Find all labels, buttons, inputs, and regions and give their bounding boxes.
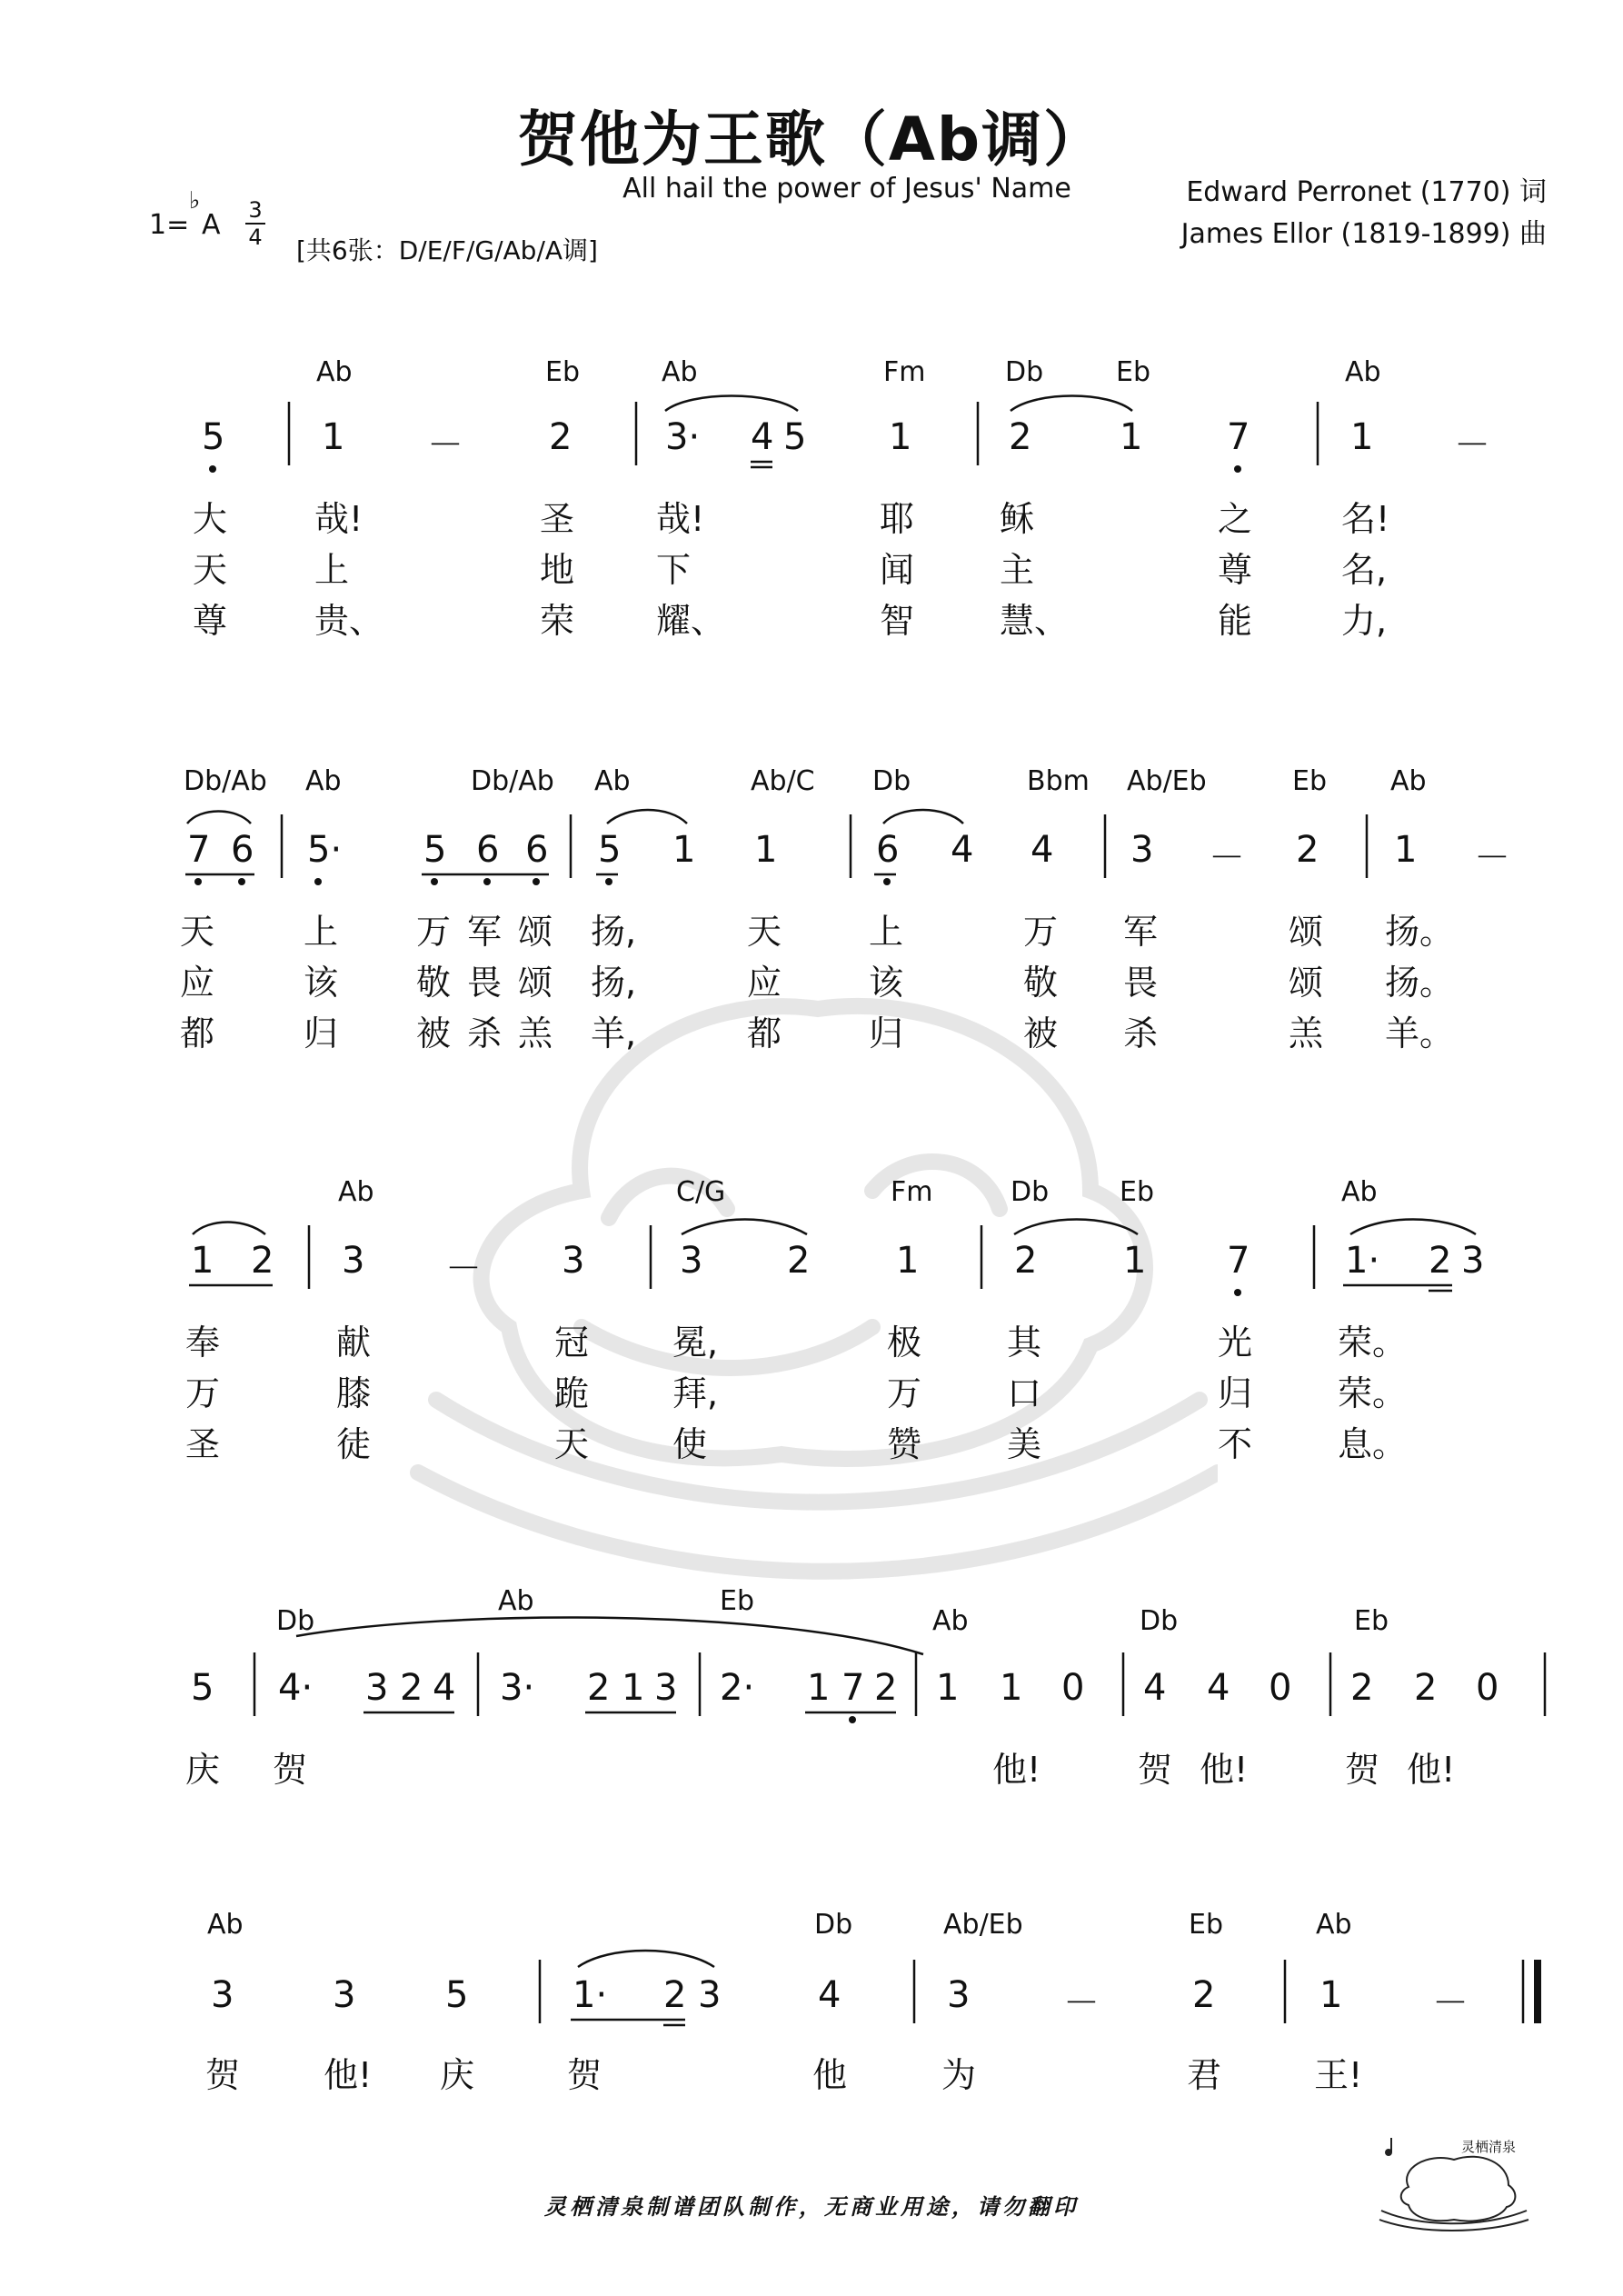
lyric: 天: [554, 1424, 590, 1464]
lyric: 荣: [540, 601, 575, 641]
chord: Fm: [883, 356, 926, 388]
lyric: 归: [1218, 1373, 1253, 1413]
slur: [187, 812, 251, 824]
lyricist-credit: Edward Perronet (1770) 词: [1186, 176, 1547, 208]
lyric: 闻: [880, 550, 915, 590]
lyric: 贺: [205, 2055, 241, 2095]
note: 3: [654, 1667, 678, 1709]
lyric: 慧、: [1000, 601, 1070, 641]
lyric: 智: [880, 601, 915, 641]
lyric: 冕,: [672, 1323, 719, 1363]
lyric: 贵、: [314, 601, 384, 641]
lyric: 其: [1007, 1323, 1042, 1363]
octave-dot: [1234, 465, 1241, 473]
note: 6: [525, 829, 549, 871]
lyric: 跪: [554, 1373, 590, 1413]
note: 6: [476, 829, 500, 871]
note: 3: [333, 1974, 356, 2016]
lyric: 耀、: [656, 601, 726, 641]
lyric: 贺: [1138, 1750, 1173, 1790]
lyric: 使: [672, 1424, 708, 1464]
chord: Ab/C: [751, 765, 815, 797]
chord: Eb: [1292, 765, 1327, 797]
note: 3: [562, 1240, 585, 1282]
lyric: 荣。: [1338, 1323, 1408, 1363]
lyric: 畏: [467, 963, 503, 1003]
note: 5: [783, 416, 807, 458]
key-prefix: 1=: [149, 209, 190, 241]
note: 2: [549, 416, 573, 458]
note: 7: [1227, 1240, 1250, 1282]
slur: [682, 1220, 807, 1235]
lyric: 他!: [324, 2055, 373, 2095]
chord: Db: [276, 1605, 315, 1637]
lyric: 都: [747, 1013, 782, 1053]
composer-credit: James Ellor (1819-1899) 曲: [1180, 218, 1547, 250]
lyric: 归: [304, 1013, 339, 1053]
lyric: 庆: [440, 2055, 475, 2095]
note: 5·: [307, 829, 343, 871]
note: 7: [1227, 416, 1250, 458]
lyric: 耶: [880, 499, 915, 539]
octave-dot: [194, 878, 202, 885]
chord: Db: [1140, 1605, 1179, 1637]
octave-dot: [238, 878, 245, 885]
lyric: 庆: [185, 1750, 221, 1790]
lyric: 名!: [1341, 499, 1390, 539]
lyric: 大: [193, 499, 228, 539]
note: 5: [202, 416, 225, 458]
lyric: 赞: [887, 1424, 922, 1464]
lyric: 敬: [1023, 963, 1059, 1003]
slur: [1014, 1220, 1138, 1235]
lyric: 息。: [1338, 1424, 1408, 1464]
note: 1: [1319, 1974, 1343, 2016]
slur: [607, 810, 687, 824]
note: 1: [1000, 1667, 1023, 1709]
lyric: 杀: [1123, 1013, 1159, 1053]
lyric: 天: [747, 912, 782, 952]
note: 1: [1123, 1240, 1147, 1282]
lyric: 他!: [1200, 1750, 1249, 1790]
note: 1: [322, 416, 345, 458]
lyric: 天: [180, 912, 215, 952]
note: 1: [672, 829, 696, 871]
note: 5: [445, 1974, 469, 2016]
slur: [193, 1223, 265, 1235]
lyric: 不: [1218, 1424, 1253, 1464]
octave-dot: [314, 878, 322, 885]
dash: －: [1432, 1982, 1469, 2024]
note: 7: [187, 829, 211, 871]
chord: Eb: [1189, 1909, 1223, 1941]
key-versions-note: [共6张：D/E/F/G/Ab/A调]: [296, 235, 598, 265]
note: 4: [818, 1974, 841, 2016]
octave-dot: [431, 878, 438, 885]
lyric: 之: [1218, 499, 1253, 539]
lyric: 被: [416, 1013, 452, 1053]
lyric: 军: [467, 912, 503, 952]
note: 3·: [665, 416, 701, 458]
note: 2: [874, 1667, 898, 1709]
lyric: 为: [941, 2055, 977, 2095]
lyric: 上: [869, 912, 904, 952]
lyric: 哉!: [656, 499, 705, 539]
lyric: 稣: [1000, 499, 1035, 539]
lyric: 主: [1000, 550, 1035, 590]
chord: Bbm: [1027, 765, 1090, 797]
lyric: 献: [336, 1323, 372, 1363]
lyric: 杀: [467, 1013, 503, 1053]
lyric: 地: [540, 550, 575, 590]
lyric: 敬: [416, 963, 452, 1003]
chord: Eb: [720, 1585, 754, 1617]
note: 1·: [573, 1974, 608, 2016]
english-subtitle: All hail the power of Jesus' Name: [622, 173, 1071, 205]
chord: Db/Ab: [471, 765, 554, 797]
lyric: 颂: [518, 912, 553, 952]
lyric: 万: [1023, 912, 1059, 952]
key-flat-sign: ♭: [189, 187, 201, 215]
lyric: 光: [1218, 1323, 1253, 1363]
chord: C/G: [676, 1176, 726, 1208]
chord: Ab: [338, 1176, 374, 1208]
lyric: 哉!: [314, 499, 363, 539]
lyric: 徒: [336, 1424, 372, 1464]
lyric: 奉: [185, 1323, 221, 1363]
lyric: 羊。: [1385, 1013, 1455, 1053]
dash: －: [427, 424, 463, 466]
octave-dot: [883, 878, 891, 885]
note: 1·: [1345, 1240, 1380, 1282]
chord: Ab: [316, 356, 353, 388]
song-title: 贺他为王歌（Ab调）: [517, 105, 1106, 175]
chord: Eb: [545, 356, 580, 388]
lyric: 上: [314, 550, 350, 590]
note: 7: [841, 1667, 865, 1709]
note: 4: [1031, 829, 1054, 871]
note: 3: [1461, 1240, 1485, 1282]
lyric: 万: [185, 1373, 221, 1413]
slur: [883, 810, 963, 824]
lyric: 冠: [554, 1323, 590, 1363]
lyric: 都: [180, 1013, 215, 1053]
octave-dot: [209, 465, 216, 473]
note: 3: [947, 1974, 971, 2016]
chord: Ab: [498, 1585, 534, 1617]
lyric: 羔: [1289, 1013, 1324, 1053]
note: 1: [191, 1240, 214, 1282]
note: 5: [598, 829, 622, 871]
note: 1: [622, 1667, 645, 1709]
lyric: 扬。: [1385, 912, 1455, 952]
lyric: 口: [1007, 1373, 1042, 1413]
lyric: 天: [193, 550, 228, 590]
chord: Db/Ab: [184, 765, 267, 797]
chord: Ab/Eb: [943, 1909, 1023, 1941]
rest: 0: [1061, 1667, 1085, 1709]
lyric: 颂: [1289, 912, 1324, 952]
chord: Db: [814, 1909, 853, 1941]
note: 1: [936, 1667, 960, 1709]
lyric: 颂: [518, 963, 553, 1003]
lyric: 下: [656, 550, 692, 590]
note: 3: [342, 1240, 365, 1282]
lyric: 圣: [185, 1424, 221, 1464]
lyric: 他!: [992, 1750, 1041, 1790]
lyric: 军: [1123, 912, 1159, 952]
lyric: 尊: [193, 601, 228, 641]
note: 4: [951, 829, 974, 871]
chord: Ab: [594, 765, 631, 797]
note: 2: [587, 1667, 611, 1709]
lyric: 名,: [1341, 550, 1388, 590]
note: 4·: [278, 1667, 314, 1709]
dash: －: [1063, 1982, 1100, 2024]
lyric: 该: [304, 963, 339, 1003]
lyric: 极: [887, 1323, 922, 1363]
chord: Ab/Eb: [1127, 765, 1207, 797]
dash: －: [1454, 424, 1490, 466]
lyric: 他!: [1407, 1750, 1456, 1790]
note: 2: [1014, 1240, 1038, 1282]
chord: Ab: [932, 1605, 969, 1637]
note: 3: [211, 1974, 234, 2016]
slur: [1011, 396, 1132, 412]
lyric: 王!: [1314, 2055, 1363, 2095]
lyric: 荣。: [1338, 1373, 1408, 1413]
chord: Eb: [1120, 1176, 1154, 1208]
chord: Ab: [305, 765, 342, 797]
lyric: 畏: [1123, 963, 1159, 1003]
slur: [665, 396, 798, 412]
lyric: 上: [304, 912, 339, 952]
dash: －: [445, 1248, 482, 1290]
footer-note: 灵栖清泉制谱团队制作，无商业用途，请勿翻印: [544, 2194, 1079, 2220]
dash: －: [1209, 837, 1245, 879]
lyric: 君: [1187, 2055, 1222, 2095]
note: 4: [1207, 1667, 1230, 1709]
note: 2: [663, 1974, 687, 2016]
lyric: 羊,: [591, 1013, 637, 1053]
chord: Db: [872, 765, 911, 797]
note: 4: [1143, 1667, 1167, 1709]
time-signature-bottom: 4: [248, 225, 263, 250]
lyric: 能: [1218, 601, 1253, 641]
lyric: 万: [887, 1373, 922, 1413]
octave-dot: [1234, 1289, 1241, 1296]
lyric: 颂: [1289, 963, 1324, 1003]
slur: [1350, 1220, 1476, 1235]
note: 1: [896, 1240, 920, 1282]
chord: Eb: [1354, 1605, 1389, 1637]
lyric: 尊: [1218, 550, 1253, 590]
note: 3: [680, 1240, 703, 1282]
note: 2·: [720, 1667, 755, 1709]
lyric: 贺: [567, 2055, 602, 2095]
octave-dot: [849, 1716, 856, 1723]
chord: Ab: [662, 356, 698, 388]
dash: －: [1474, 837, 1510, 879]
note: 2: [787, 1240, 811, 1282]
note: 3: [1130, 829, 1154, 871]
note: 1: [754, 829, 778, 871]
lyric: 归: [869, 1013, 904, 1053]
rest: 0: [1476, 1667, 1499, 1709]
chord: Ab: [1390, 765, 1427, 797]
chord: Ab: [1341, 1176, 1378, 1208]
lyric: 贺: [1345, 1750, 1380, 1790]
lyric: 圣: [540, 499, 575, 539]
note: 1: [1120, 416, 1143, 458]
time-signature-top: 3: [248, 197, 263, 223]
lyric: 贺: [273, 1750, 308, 1790]
chord: Db: [1011, 1176, 1050, 1208]
lyric: 应: [747, 963, 782, 1003]
lyric: 被: [1023, 1013, 1059, 1053]
lyric: 羔: [518, 1013, 553, 1053]
note: 1: [1350, 416, 1374, 458]
note: 1: [889, 416, 912, 458]
chord: Ab: [207, 1909, 244, 1941]
note: 2: [251, 1240, 274, 1282]
chord: Fm: [891, 1176, 933, 1208]
note: 1: [807, 1667, 831, 1709]
note: 2: [1296, 829, 1319, 871]
note: 2: [1414, 1667, 1438, 1709]
chord: Ab: [1316, 1909, 1352, 1941]
note: 4: [751, 416, 774, 458]
note: 2: [1350, 1667, 1374, 1709]
lyric: 他: [812, 2055, 848, 2095]
lyric: 力,: [1341, 601, 1388, 641]
logo-text: 灵栖清泉: [1461, 2139, 1517, 2155]
lyric: 膝: [336, 1373, 372, 1413]
note: 3: [365, 1667, 389, 1709]
lyric: 万: [416, 912, 452, 952]
note: 6: [876, 829, 900, 871]
slur: [578, 1951, 714, 1967]
lyric: 美: [1007, 1424, 1042, 1464]
slur: [296, 1618, 923, 1654]
note: 3·: [500, 1667, 535, 1709]
lyric: 该: [869, 963, 904, 1003]
note: 2: [400, 1667, 423, 1709]
note: 5: [191, 1667, 214, 1709]
note: 4: [433, 1667, 456, 1709]
chord: Db: [1005, 356, 1044, 388]
note: 2: [1192, 1974, 1216, 2016]
chord: Ab: [1345, 356, 1381, 388]
rest: 0: [1269, 1667, 1292, 1709]
chord: Eb: [1116, 356, 1150, 388]
lyric: 扬,: [591, 963, 637, 1003]
lyric: 扬,: [591, 912, 637, 952]
lyric: 扬。: [1385, 963, 1455, 1003]
note: 2: [1009, 416, 1032, 458]
octave-dot: [483, 878, 491, 885]
lyric: 拜,: [672, 1373, 719, 1413]
key-letter: A: [202, 209, 221, 241]
note: 5: [423, 829, 447, 871]
octave-dot: [605, 878, 612, 885]
lyric: 应: [180, 963, 215, 1003]
note: 6: [231, 829, 254, 871]
note: 2: [1429, 1240, 1452, 1282]
note: 1: [1394, 829, 1418, 871]
octave-dot: [533, 878, 540, 885]
note: 3: [698, 1974, 722, 2016]
